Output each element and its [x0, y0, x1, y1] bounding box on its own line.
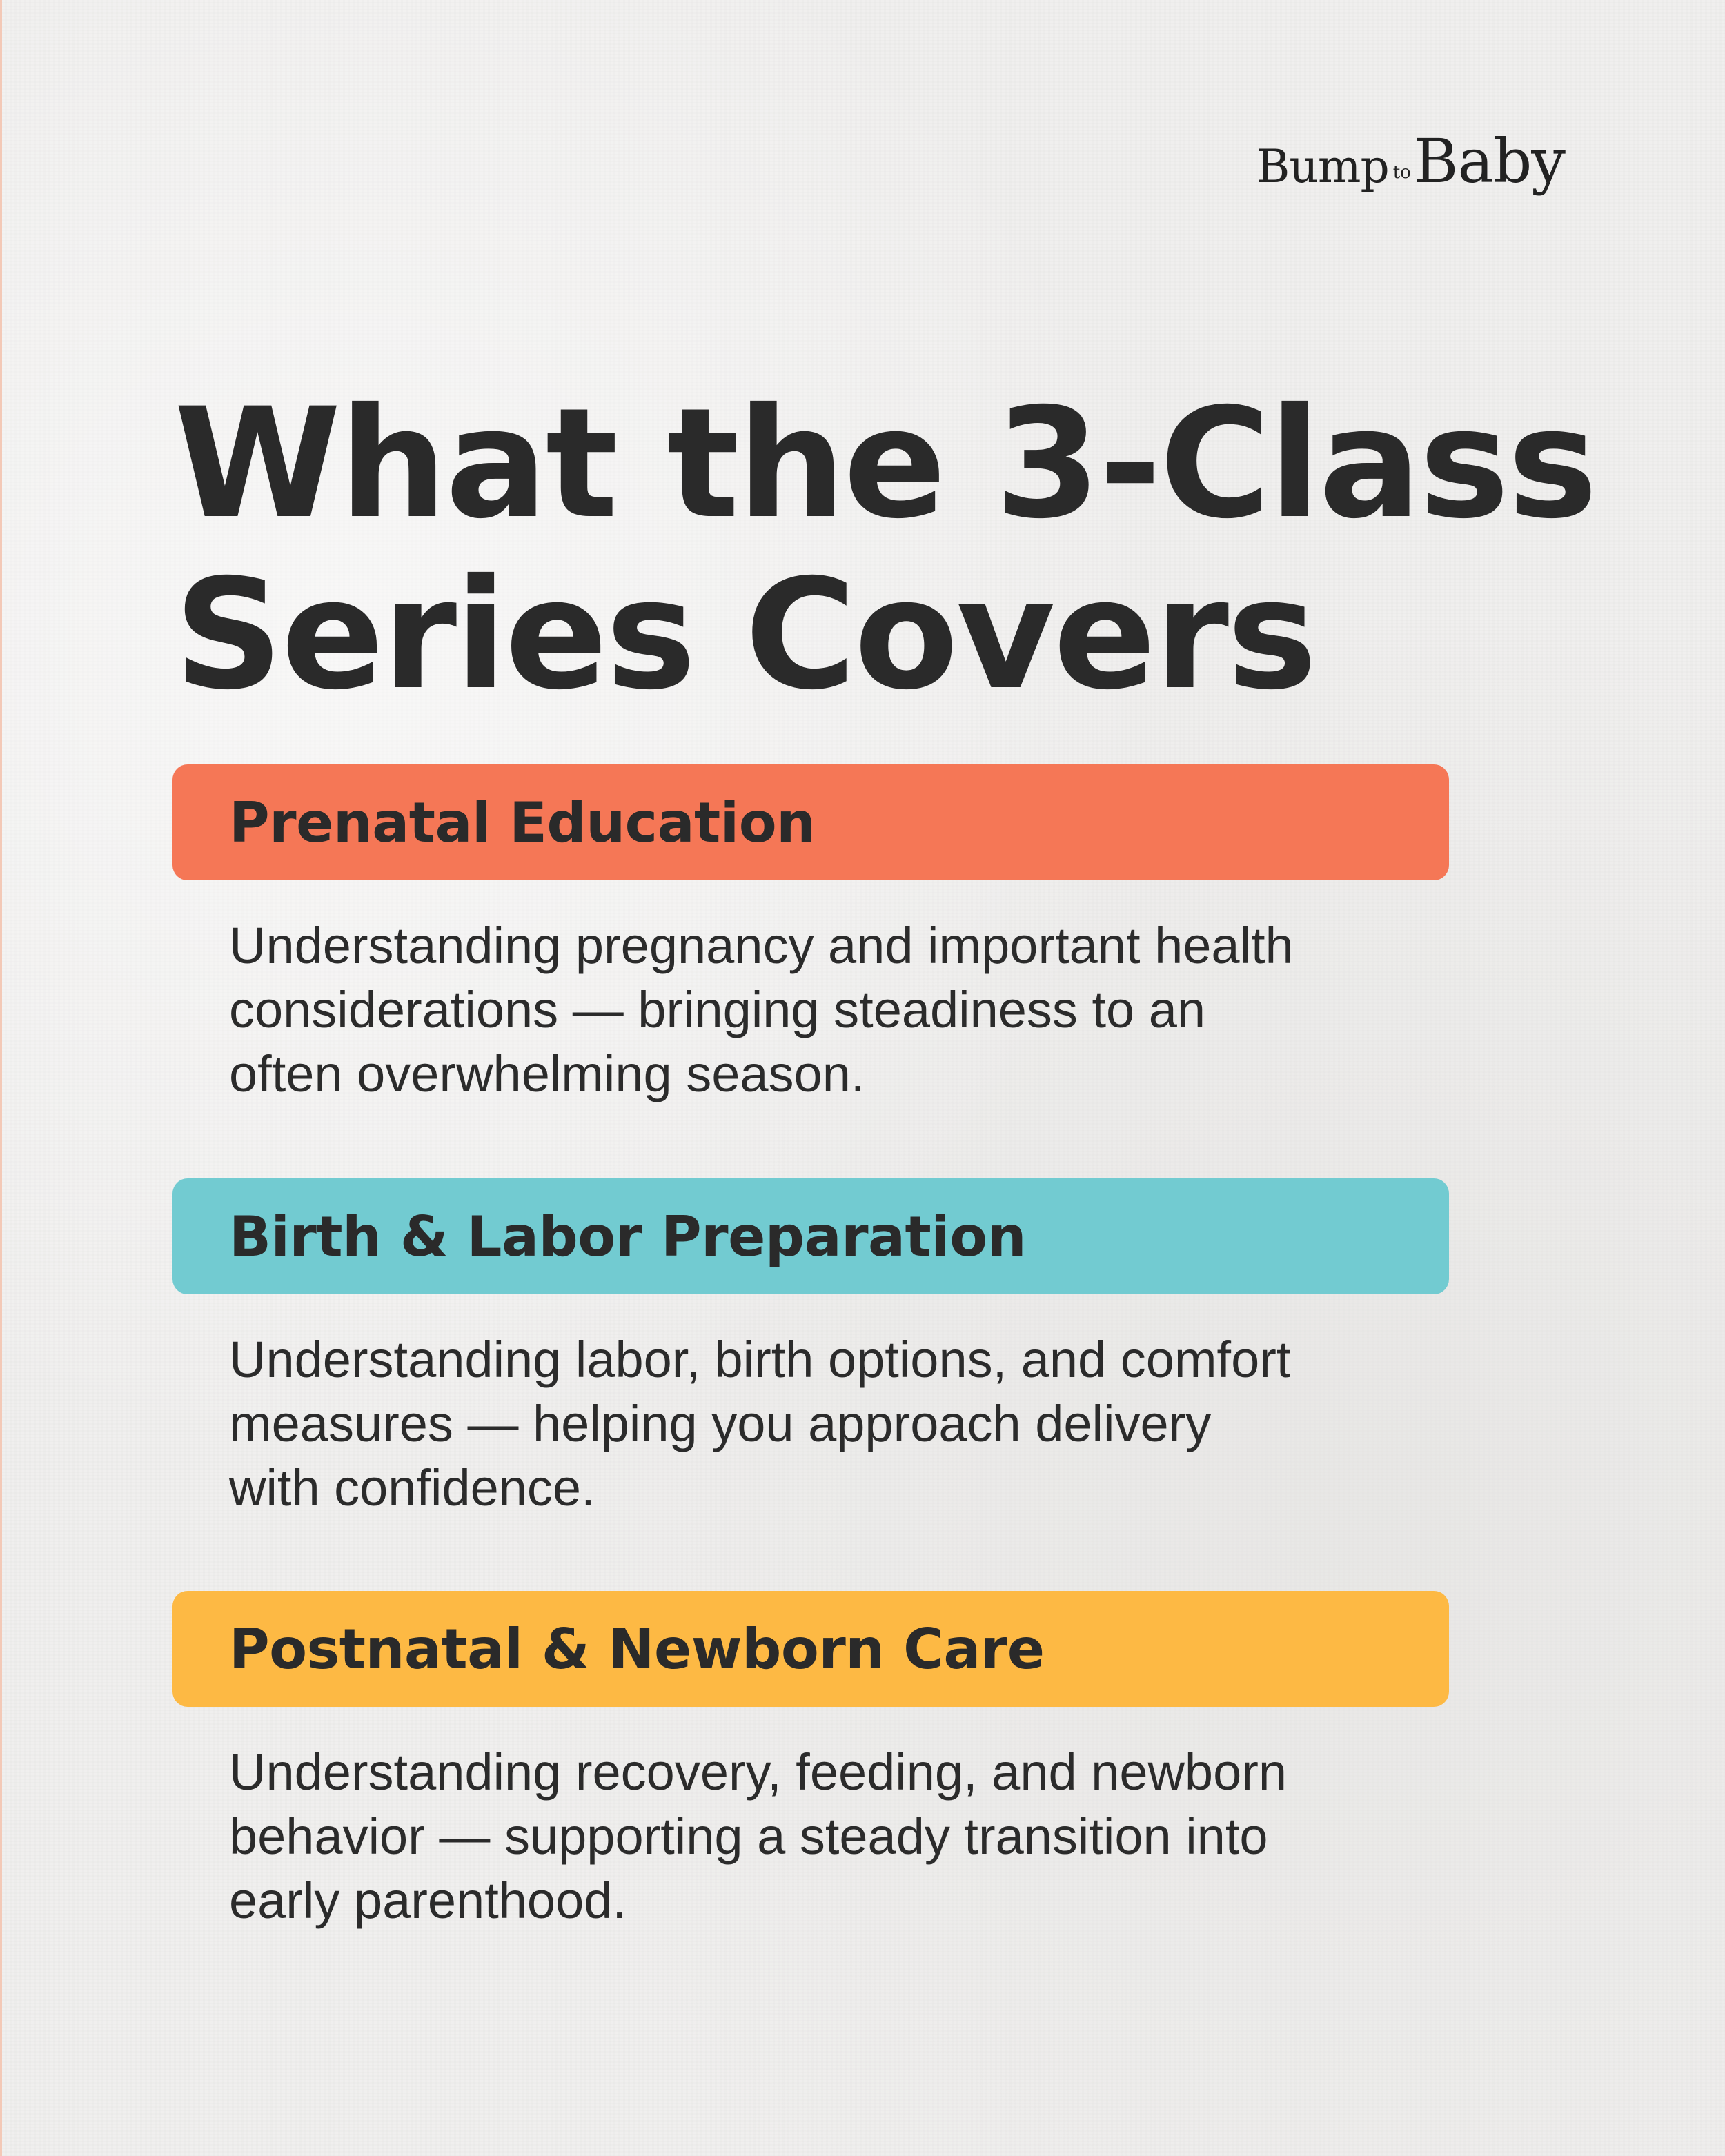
logo-word-bump: Bump — [1256, 140, 1389, 193]
page-title — [174, 375, 1623, 723]
description-line: often overwhelming season. — [229, 1045, 865, 1102]
logo-word-baby: Baby — [1413, 126, 1565, 197]
page-title-line-1: What the 3-Class — [174, 375, 1596, 552]
section-prenatal-education — [172, 764, 1449, 1106]
section-title: Prenatal Education — [229, 790, 816, 855]
logo-word-to: to — [1392, 162, 1411, 183]
description-line: Understanding labor, birth options, and comfort — [229, 1331, 1291, 1388]
section-title: Birth & Labor Preparation — [229, 1204, 1027, 1269]
page-title-line-2: Series Covers — [174, 546, 1315, 723]
section-postnatal-newborn-care — [172, 1591, 1449, 1932]
section-description — [229, 913, 1575, 1106]
brand-logo — [1256, 126, 1565, 197]
description-line: behavior — supporting a steady transition into — [229, 1808, 1268, 1865]
edge-line — [0, 0, 2, 2156]
description-line: with confidence. — [229, 1459, 595, 1516]
description-line: Understanding recovery, feeding, and newborn — [229, 1743, 1288, 1801]
section-header-birth-labor — [172, 1178, 1449, 1294]
section-description — [229, 1740, 1575, 1932]
description-line: early parenthood. — [229, 1872, 627, 1929]
description-line: measures — helping you approach delivery — [229, 1395, 1212, 1452]
section-description — [229, 1327, 1575, 1520]
description-line: Understanding pregnancy and important health — [229, 917, 1294, 974]
section-title: Postnatal & Newborn Care — [229, 1616, 1045, 1681]
section-birth-labor-preparation — [172, 1178, 1449, 1520]
section-header-prenatal — [172, 764, 1449, 880]
section-header-postnatal — [172, 1591, 1449, 1707]
description-line: considerations — bringing steadiness to an — [229, 981, 1206, 1038]
